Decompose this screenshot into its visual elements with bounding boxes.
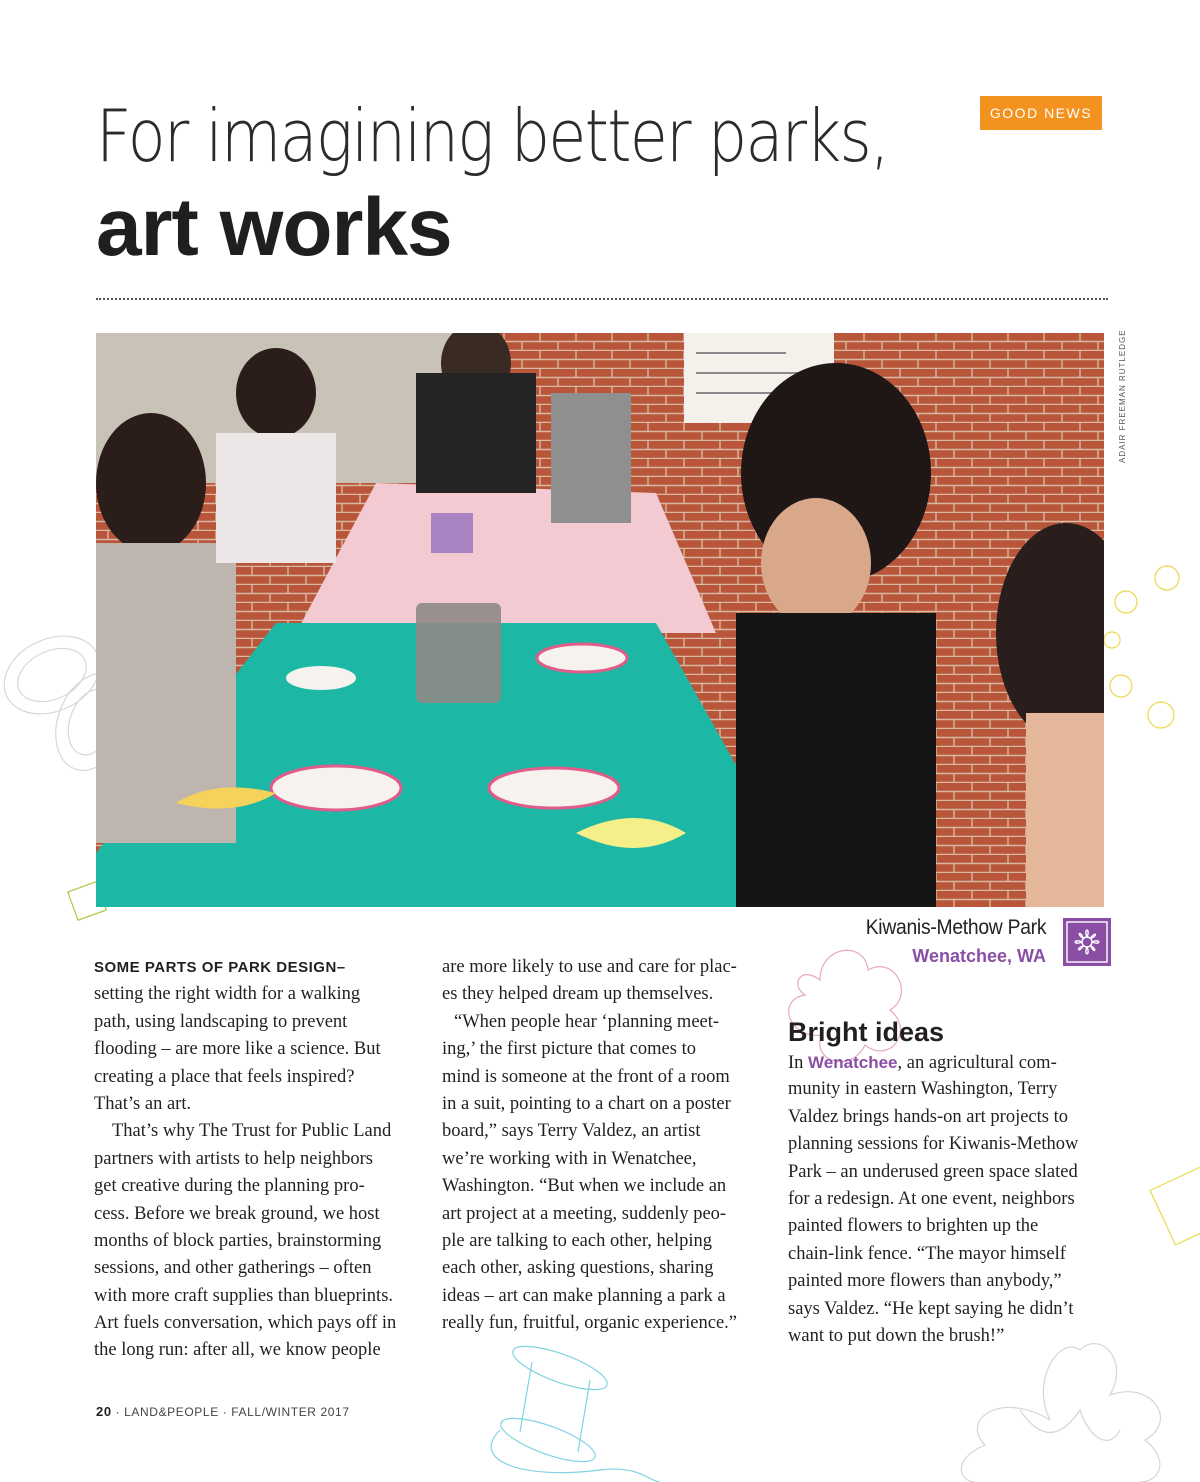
magazine-name: LAND&PEOPLE xyxy=(124,1405,219,1419)
body-line: es they helped dream up themselves. xyxy=(442,984,714,1005)
body-line: creating a place that feels inspired? xyxy=(94,1066,355,1087)
body-line: That’s an art. xyxy=(94,1093,192,1114)
flower-icon xyxy=(1063,918,1111,966)
sidebar-body xyxy=(788,1049,1078,1350)
body-line: ideas – art can make planning a park a xyxy=(442,1285,726,1306)
lead-in: SOME PARTS OF PARK DESIGN– xyxy=(94,959,346,976)
body-line: with more craft supplies than blueprints. xyxy=(94,1285,394,1306)
sidebar-line: planning sessions for Kiwanis-Methow xyxy=(788,1134,1079,1155)
circles-doodle-icon xyxy=(1104,566,1179,728)
body-line: the long run: after all, we know people xyxy=(94,1340,381,1361)
sidebar-line: Valdez brings hands-on art projects to xyxy=(788,1106,1068,1127)
body-line: months of block parties, brainstorming xyxy=(94,1230,382,1251)
body-line: ple are talking to each other, helping xyxy=(442,1230,712,1251)
sidebar-title: Bright ideas xyxy=(788,1017,945,1047)
body-line: Art fuels conversation, which pays off in xyxy=(94,1313,397,1334)
sidebar-line: want to put down the brush!” xyxy=(788,1325,1005,1346)
sidebar-line: painted more flowers than anybody,” xyxy=(788,1271,1062,1292)
sidebar-highlight: Wenatchee xyxy=(808,1053,898,1072)
photo-credit: ADAIR FREEMAN RUTLEDGE xyxy=(1118,329,1127,463)
body-line: Washington. “But when we include an xyxy=(442,1176,727,1197)
flower-doodle-icon xyxy=(961,1344,1160,1482)
body-line: flooding – are more like a science. But xyxy=(94,1039,381,1060)
issue-date: FALL/WINTER 2017 xyxy=(231,1405,350,1419)
page-footer: 20 · LAND&PEOPLE · FALL/WINTER 2017 xyxy=(96,1404,350,1419)
headline-line2: art works xyxy=(96,182,452,273)
body-line: partners with artists to help neighbors xyxy=(94,1148,373,1169)
body-line: sessions, and other gatherings – often xyxy=(94,1258,372,1279)
body-line: mind is someone at the front of a room xyxy=(442,1066,730,1087)
location-city: Wenatchee, WA xyxy=(912,946,1046,966)
sidebar-line: says Valdez. “He kept saying he didn’t xyxy=(788,1298,1074,1319)
headline-line1: For imagining better parks, xyxy=(96,94,889,178)
body-line: are more likely to use and care for plac- xyxy=(442,957,737,977)
article-column-2 xyxy=(442,954,737,1337)
body-line: That’s why The Trust for Public Land xyxy=(112,1121,392,1142)
article-column-1 xyxy=(94,954,396,1365)
article-photo xyxy=(96,333,1104,907)
sidebar-line: painted flowers to brighten up the xyxy=(788,1216,1039,1237)
body-line: ing,’ the first picture that comes to xyxy=(442,1039,696,1060)
sidebar-line: In Wenatchee, an agricultural com- xyxy=(788,1053,1057,1073)
body-line: cess. Before we break ground, we host xyxy=(94,1203,380,1224)
location-park-name: Kiwanis-Methow Park xyxy=(865,916,1046,939)
page-number: 20 xyxy=(96,1404,112,1419)
body-line: board,” says Terry Valdez, an artist xyxy=(442,1121,701,1142)
spool-doodle-icon xyxy=(491,1338,660,1482)
body-line: in a suit, pointing to a chart on a poster xyxy=(442,1093,731,1114)
section-badge: GOOD NEWS xyxy=(980,96,1102,130)
dotted-divider xyxy=(96,298,1108,300)
body-line: setting the right width for a walking xyxy=(94,984,361,1005)
sidebar-line: chain-link fence. “The mayor himself xyxy=(788,1243,1066,1264)
square-doodle-icon xyxy=(1150,1165,1200,1245)
body-line: we’re working with in Wenatchee, xyxy=(442,1148,697,1169)
body-line: each other, asking questions, sharing xyxy=(442,1258,714,1279)
body-line: “When people hear ‘planning meet- xyxy=(454,1011,720,1032)
sidebar-line: munity in eastern Washington, Terry xyxy=(788,1079,1058,1100)
sidebar-line: for a redesign. At one event, neighbors xyxy=(788,1188,1075,1209)
body-line: art project at a meeting, suddenly peo- xyxy=(442,1203,727,1224)
body-line: path, using landscaping to prevent xyxy=(94,1011,348,1032)
body-line: really fun, fruitful, organic experience.” xyxy=(442,1313,738,1334)
sidebar-line: Park – an underused green space slated xyxy=(788,1161,1078,1182)
body-line: get creative during the planning pro- xyxy=(94,1176,365,1197)
